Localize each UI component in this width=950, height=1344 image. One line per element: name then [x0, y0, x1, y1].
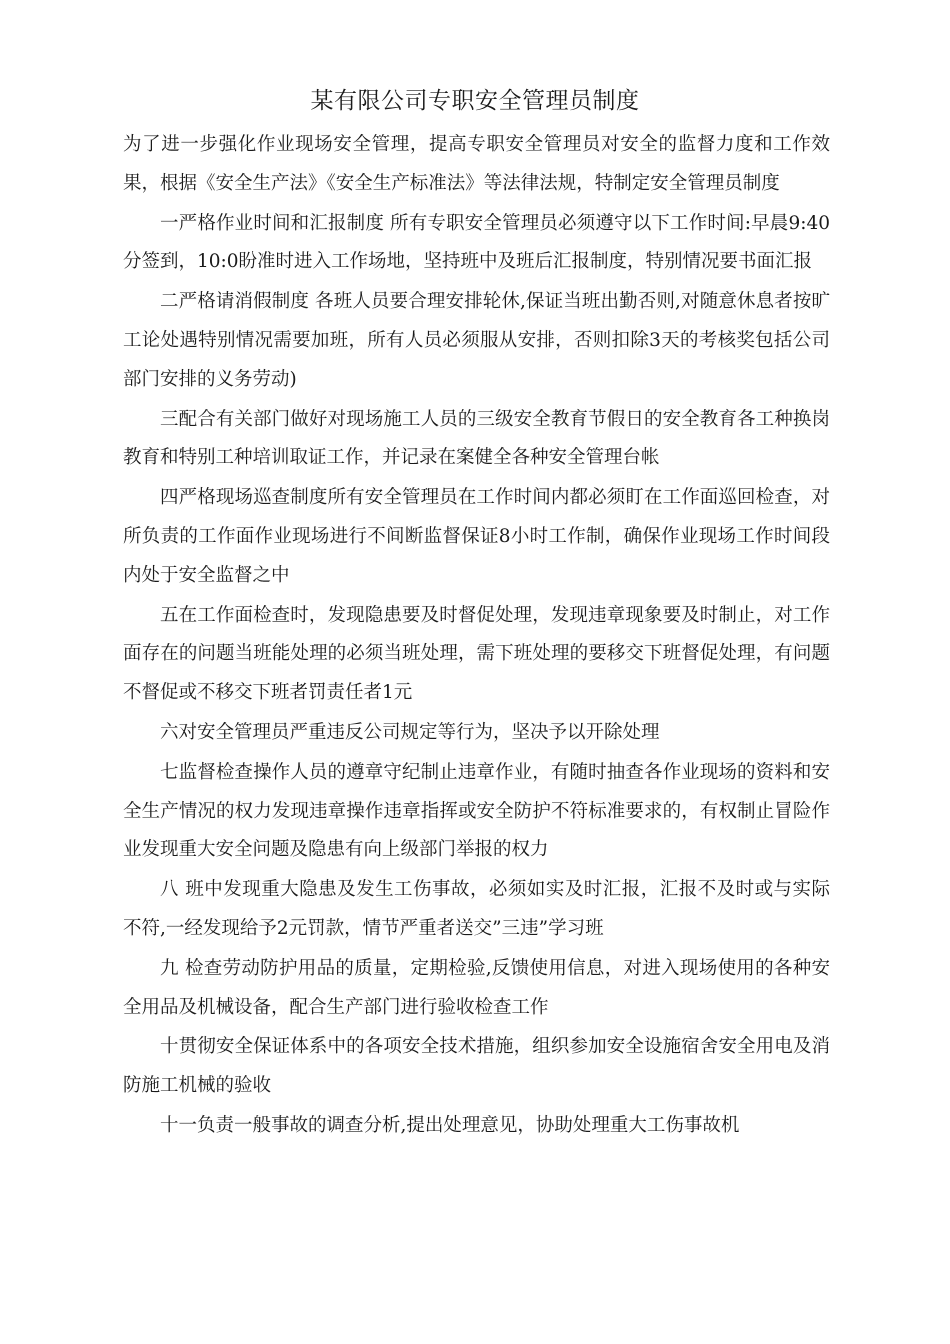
section-paragraph-6: 六对安全管理员严重违反公司规定等行为，坚决予以开除处理: [160, 721, 660, 743]
section-paragraph-1: 一严格作业时间和汇报制度 所有专职安全管理员必须遵守以下工作时间:早晨9:40分签到，10:0盼准时进入工作场地，坚持班中及班后汇报制度，特别情况要书面汇报: [123, 212, 830, 273]
document-title: 某有限公司专职安全管理员制度: [310, 88, 640, 114]
section-paragraph-5: 五在工作面检查时，发现隐患要及时督促处理，发现违章现象要及时制止，对工作面存在的问题当班能处理的必须当班处理，需下班处理的要移交下班督促处理，有问题不督促或不移交下班者罚责任者1元: [123, 604, 830, 704]
section-paragraph-2: 二严格请消假制度 各班人员要合理安排轮休,保证当班出勤否则,对随意休息者按旷工论处遇特别情况需要加班，所有人员必须服从安排，否则扣除3天的考核奖包括公司部门安排的义务劳动): [123, 291, 830, 390]
intro-paragraph: 为了进一步强化作业现场安全管理，提高专职安全管理员对安全的监督力度和工作效果，根据《安全生产法》《安全生产标准法》等法律法规，特制定安全管理员制度: [123, 134, 830, 194]
section-paragraph-10: 十贯彻安全保证体系中的各项安全技术措施，组织参加安全设施宿舍安全用电及消防施工机械的验收: [123, 1036, 830, 1097]
section-paragraph-4: 四严格现场巡查制度所有安全管理员在工作时间内都必须盯在工作面巡回检查，对所负责的工作面作业现场进行不间断监督保证8小时工作制，确保作业现场工作时间段内处于安全监督之中: [123, 487, 830, 586]
section-paragraph-9: 九 检查劳动防护用品的质量，定期检验,反馈使用信息，对进入现场使用的各种安全用品及机械设备，配合生产部门进行验收检查工作: [123, 957, 830, 1018]
section-paragraph-7: 七监督检查操作人员的遵章守纪制止违章作业，有随时抽查各作业现场的资料和安全生产情况的权力发现违章操作违章指挥或安全防护不符标准要求的，有权制止冒险作业发现重大安全问题及隐患有向上级部门举报的权力: [123, 761, 830, 861]
section-paragraph-8: 八 班中发现重大隐患及发生工伤事故，必须如实及时汇报，汇报不及时或与实际不符,一经发现给予2元罚款，情节严重者送交”三违”学习班: [123, 879, 830, 939]
document-body: [123, 126, 830, 1147]
section-paragraph-11: 十一负责一般事故的调查分析,提出处理意见，协助处理重大工伤事故机: [160, 1114, 740, 1136]
section-paragraph-3: 三配合有关部门做好对现场施工人员的三级安全教育节假日的安全教育各工种换岗教育和特别工种培训取证工作，并记录在案健全各种安全管理台帐: [123, 408, 830, 469]
